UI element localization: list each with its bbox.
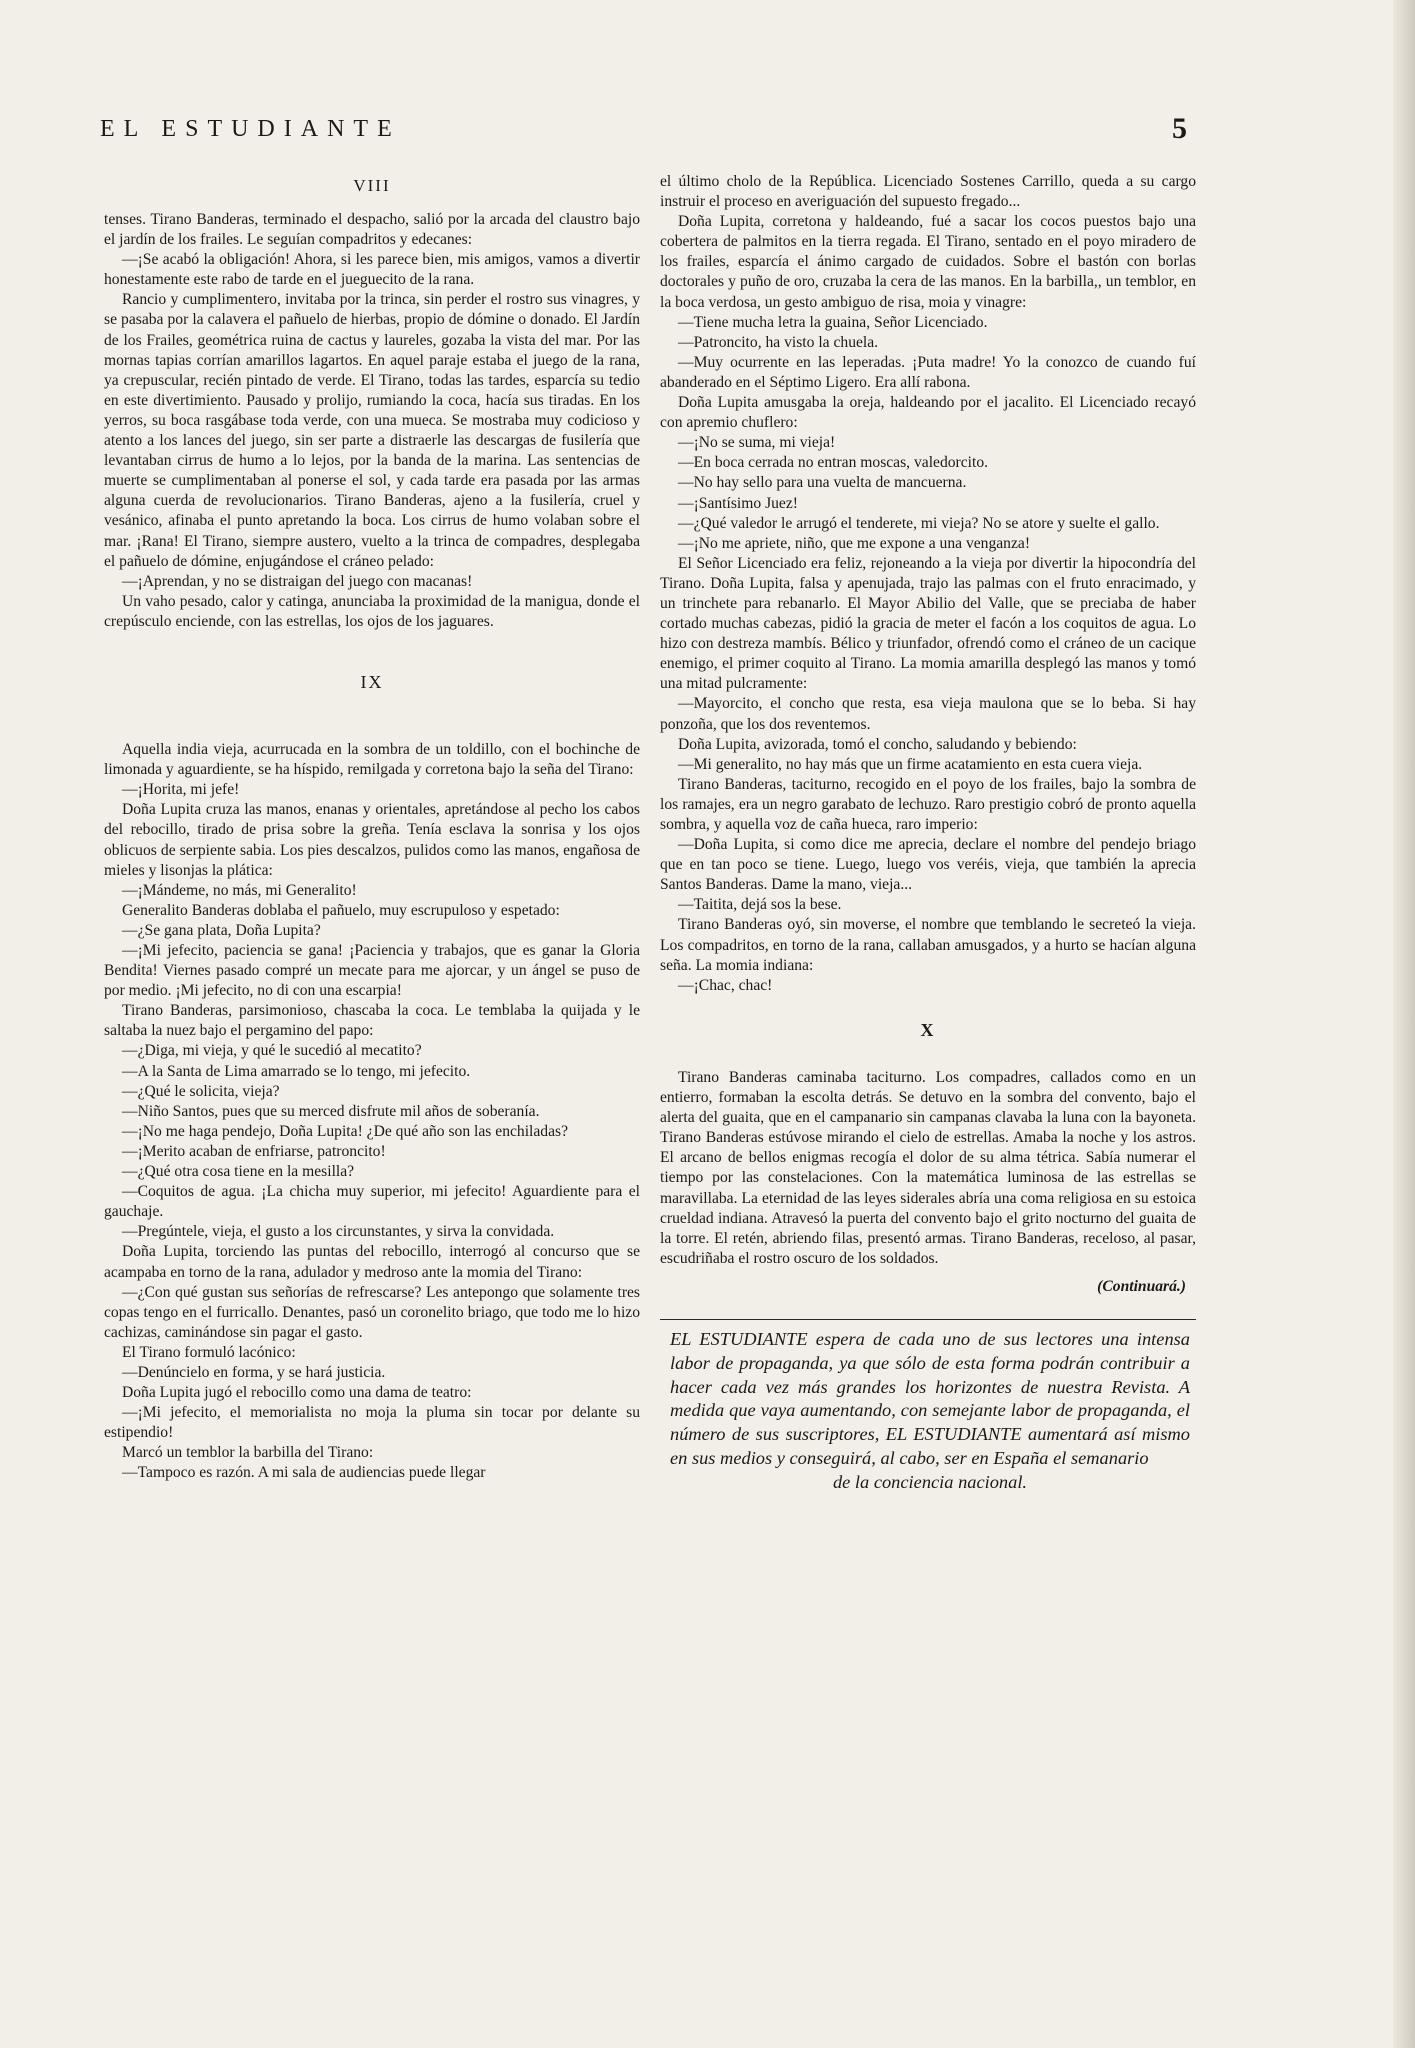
paragraph: Marcó un temblor la barbilla del Tirano: <box>122 1444 374 1462</box>
paragraph: —Taitita, dejá sos la bese. <box>678 896 842 914</box>
notice-text: EL ESTUDIANTE espera de cada uno de sus lectores una intensa labor de propaganda, ya que sólo de esta forma podrán contribuir a hacer cada vez más grandes los horizontes de nuestra Revista. A medida que vaya aumentando, con semejante labor de propaganda, el número de sus suscriptores, EL ESTUDIANTE aumentará así mismo en sus medios y conseguirá, al cabo, ser en España el semanario <box>670 1328 1190 1468</box>
paragraph: —Patroncito, ha visto la chuela. <box>678 333 879 351</box>
paragraph: Aquella india vieja, acurrucada en la sombra de un toldillo, con el bochinche de limonada y aguardiente, se ha híspido, remilgada y corretona bajo la seña del Tirano: <box>104 741 640 779</box>
paragraph: Un vaho pesado, calor y catinga, anunciaba la proximidad de la manigua, donde el crepúsculo enciende, con las estrellas, los ojos de los jaguares. <box>104 592 640 630</box>
paragraph: —Pregúntele, vieja, el gusto a los circunstantes, y sirva la convidada. <box>122 1223 555 1241</box>
paragraph: —Coquitos de agua. ¡La chicha muy superior, mi jefecito! Aguardiente para el gauchaje. <box>104 1183 640 1221</box>
paragraph: —¿Se gana plata, Doña Lupita? <box>122 921 321 939</box>
paragraph: —En boca cerrada no entran moscas, valedorcito. <box>678 454 989 472</box>
paragraph: —A la Santa de Lima amarrado se lo tengo, mi jefecito. <box>122 1062 471 1080</box>
paragraph: —¿Qué valedor le arrugó el tenderete, mi vieja? No se atore y suelte el gallo. <box>678 514 1160 532</box>
left-column <box>104 172 640 1872</box>
paragraph: —¡Merito acaban de enfriarse, patroncito! <box>122 1142 386 1160</box>
paragraph: —¡Aprendan, y no se distraigan del juego con macanas! <box>122 572 473 590</box>
section-heading-x: X <box>920 1019 936 1040</box>
paragraph: Tirano Banderas, taciturno, recogido en el poyo de los frailes, bajo la sombra de los ramajes, era un negro garabato de lechuzo. Raro prestigio cobró de pronto aquella sombra, y aquella voz de caña hueca, raro imperio: <box>660 775 1196 833</box>
section-ix-text <box>104 740 640 1483</box>
subscription-notice <box>660 1328 1196 1495</box>
right-column <box>660 172 1196 1872</box>
paragraph: —¡Mi jefecito, el memorialista no moja la pluma sin tocar por delante su estipendio! <box>104 1404 640 1442</box>
paragraph: —¡No me apriete, niño, que me expone a una venganza! <box>678 534 1031 552</box>
paragraph: Doña Lupita jugó el rebocillo como una dama de teatro: <box>122 1384 472 1402</box>
paragraph: Tirano Banderas, parsimonioso, chascaba la coca. Le temblaba la quijada y le saltaba la nuez bajo el pergamino del papo: <box>104 1002 640 1040</box>
magazine-title: EL ESTUDIANTE <box>100 116 401 142</box>
paragraph: —¡Se acabó la obligación! Ahora, si les parece bien, mis amigos, vamos a divertir honestamente este rabo de tarde en el jueguecito de la rana. <box>104 251 640 289</box>
paragraph: —Niño Santos, pues que su merced disfrute mil años de soberanía. <box>122 1102 540 1120</box>
section-heading-ix: IX <box>360 671 384 692</box>
paragraph: Doña Lupita, torciendo las puntas del rebocillo, interrogó al concurso que se acampaba en torno de la rana, adulador y medroso ante la momia del Tirano: <box>104 1243 640 1281</box>
paragraph: Doña Lupita, avizorada, tomó el concho, saludando y bebiendo: <box>678 735 1077 753</box>
paragraph: —¡No se suma, mi vieja! <box>678 434 836 452</box>
paragraph: —¿Diga, mi vieja, y qué le sucedió al mecatito? <box>122 1042 422 1060</box>
paragraph: Doña Lupita cruza las manos, enanas y orientales, apretándose al pecho los cabos del rebocillo, tirado de prisa sobre la greña. Tenía esclava la sonrisa y los ojos oblicuos de serpiente sabia. Los pies descalzos, pulidos como las manos, engañosa de mieles y lisonjas la plática: <box>104 801 640 879</box>
notice-divider <box>660 1319 1196 1320</box>
paragraph: —Denúncielo en forma, y se hará justicia. <box>122 1363 386 1381</box>
paragraph: Doña Lupita, corretona y haldeando, fué a sacar los cocos puestos bajo una cobertera de palmitos en la tierra regada. El Tirano, sentado en el poyo miradero de los frailes, esparcía el ánimo cargado de cuidados. Sobre el bastón con borlas doctorales y puño de oro, cruzaba la cera de las manos. En la barbilla,, un temblor, en la boca verdosa, un gesto ambiguo de risa, moia y vinagre: <box>660 213 1196 311</box>
paragraph: —No hay sello para una vuelta de mancuerna. <box>678 474 967 492</box>
paragraph: —¡No me haga pendejo, Doña Lupita! ¿De qué año son las enchiladas? <box>122 1122 568 1140</box>
section-heading-viii: VIII <box>353 176 391 195</box>
paragraph: —¿Qué le solicita, vieja? <box>122 1082 280 1100</box>
paragraph: —Doña Lupita, si como dice me aprecia, declare el nombre del pendejo briago que en tan poco se tiene. Luego, luego vos veréis, vieja, que también la aprecia Santos Banderas. Dame la mano, vieja... <box>660 836 1196 894</box>
paragraph: —¡Chac, chac! <box>678 976 773 994</box>
paragraph: —Muy ocurrente en las leperadas. ¡Puta madre! Yo la conozco de cuando fuí abanderado en el Séptimo Ligero. Era allí rabona. <box>660 353 1196 391</box>
paragraph: —¡Mi jefecito, paciencia se gana! ¡Paciencia y trabajos, que es ganar la Gloria Bendita! Viernes pasado compré un mecate para me ajorcar, y un ángel se puso de por medio. ¡Mi jefecito, no di con una escarpia! <box>104 942 640 1000</box>
section-x-text <box>660 1068 1196 1269</box>
paragraph: —Tampoco es razón. A mi sala de audiencias puede llegar <box>122 1464 486 1482</box>
paragraph: —¿Qué otra cosa tiene en la mesilla? <box>122 1163 355 1181</box>
paragraph: —¿Con qué gustan sus señorías de refrescarse? Les antepongo que solamente tres copas tengo en el furricallo. Denantes, pasó un coronelito briago, que todo me lo hizo cachizas, caminándose sin pagar el gasto. <box>104 1283 640 1341</box>
paragraph: El Tirano formuló lacónico: <box>122 1343 296 1361</box>
paragraph: —¡Horita, mi jefe! <box>122 781 240 799</box>
section-ix-continued-text <box>660 172 1196 996</box>
paragraph: el último cholo de la República. Licenciado Sostenes Carrillo, queda a su cargo instruir el proceso en averiguación del supuesto fregado... <box>660 173 1196 211</box>
paragraph: —¡Santísimo Juez! <box>678 494 798 512</box>
paragraph: Tirano Banderas oyó, sin moverse, el nombre que temblando le secreteó la vieja. Los compadritos, en torno de la rana, callaban amusgados, y a hurto se hacían alguna seña. La momia indiana: <box>660 916 1196 974</box>
paragraph: Tirano Banderas caminaba taciturno. Los compadres, callados como en un entierro, formaban la escolta detrás. Se detuvo en la sombra del convento, bajo el alerta del guaita, que en el campanario sin campanas clavaba la luna con la bayoneta. Tirano Banderas estúvose mirando el cielo de estrellas. Amaba la noche y los astros. El arcano de bellos enigmas recogía el dolor de su alma tétrica. Sabía numerar el tiempo por las constelaciones. Con la matemática luminosa de las estrellas se maravillaba. La eternidad de las leyes siderales abría una coma religiosa en su estoica crueldad indiana. Atravesó la puerta del convento bajo el grito nocturno del guaita de la torre. El retén, abriendo filas, presentó armas. Tirano Banderas, receloso, al pasar, escudriñaba el rostro oscuro de los soldados. <box>660 1068 1196 1267</box>
paragraph: —Mayorcito, el concho que resta, esa vieja maulona que se lo beba. Si hay ponzoña, que los dos reventemos. <box>660 695 1196 733</box>
notice-text-last-line: de la conciencia nacional. <box>832 1471 1028 1492</box>
paragraph: Generalito Banderas doblaba el pañuelo, muy escrupuloso y espetado: <box>122 901 560 919</box>
paragraph: tenses. Tirano Banderas, terminado el despacho, salió por la arcada del claustro bajo el jardín de los frailes. Le seguían compadritos y edecanes: <box>104 211 640 249</box>
paragraph: —¡Mándeme, no más, mi Generalito! <box>122 881 357 899</box>
paragraph: Doña Lupita amusgaba la oreja, haldeando por el jacalito. El Licenciado recayó con apremio chuflero: <box>660 394 1196 432</box>
paragraph: El Señor Licenciado era feliz, rejoneando a la vieja por divertir la hipocondría del Tirano. Doña Lupita, falsa y apenujada, trajo las palmas con el fruto enracimado, y un trinchete para rebanarlo. El Mayor Abilio del Valle, que se preciaba de haber cortado muchas cabezas, pidió la gracia de meter el facón a los coquitos de agua. Lo hizo con destreza mambís. Bélico y triunfador, ofrendó como el cráneo de un cacique enemigo, el primer coquito al Tirano. La momia amarilla desplegó las manos y tomó una mitad pulcramente: <box>660 554 1196 693</box>
to-be-continued-note: (Continuará.) <box>1097 1277 1186 1295</box>
section-viii-text <box>104 210 640 632</box>
page-number: 5 <box>1172 112 1187 145</box>
paragraph: —Mi generalito, no hay más que un firme acatamiento en esta cuera vieja. <box>678 755 1143 773</box>
paragraph: —Tiene mucha letra la guaina, Señor Licenciado. <box>678 313 988 331</box>
paragraph: Rancio y cumplimentero, invitaba por la trinca, sin perder el rostro sus vinagres, y se pasaba por la calavera el pañuelo de hierbas, propio de dómine o donado. El Jardín de los Frailes, geométrica ruina de cactus y laureles, gozaba la vista del mar. Por las mornas tapias corrían amarillos lagartos. En aquel paraje estaba el juego de la rana, ya crepuscular, recién pintado de verde. El Tirano, todas las tardes, esparcía su tedio en este divertimiento. Pausado y prolijo, rumiando la coca, hacía sus tiradas. En los yerros, su boca rasgábase toda verde, con una mueca. Se mostraba muy codicioso y atento a los lances del juego, sin ser parte a distraerle las descargas de fusilería que levantaban cirrus de humo a lo lejos, por la banda de la marina. Las sentencias de muerte se cumplimentaban al ponerse el sol, y cada tarde era pasada por las armas alguna cuerda de revolucionarios. Tirano Banderas, ajeno a la fusilería, cruel y vesánico, afinaba el punto apretando la boca. Los cirrus de humo volaban sobre el mar. ¡Rana! El Tirano, siempre austero, vuelto a la trinca de compadres, desplegaba el pañuelo de dómine, enjugándose el cráneo pelado: <box>104 291 640 570</box>
page-edge-shadow <box>1393 0 1415 2048</box>
